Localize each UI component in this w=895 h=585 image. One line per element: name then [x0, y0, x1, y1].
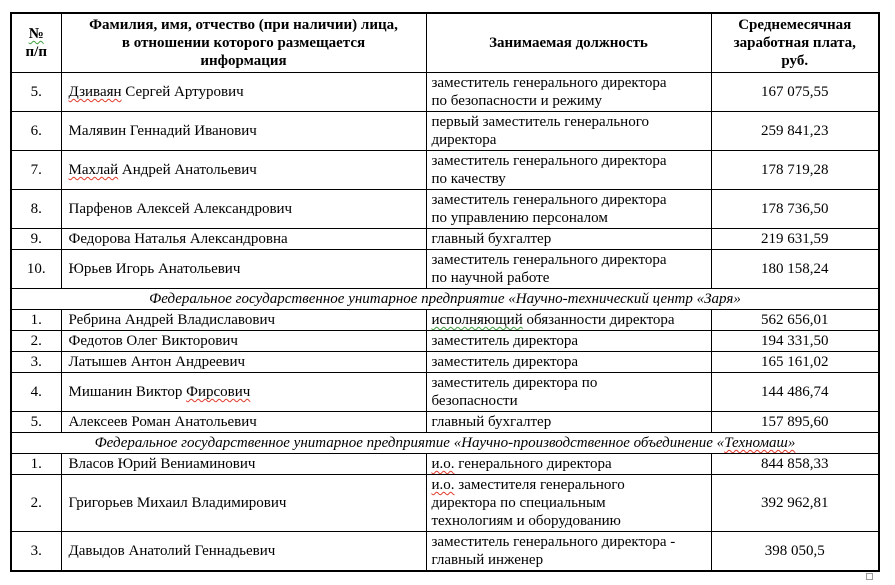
cell-position	[426, 151, 711, 190]
cell-salary: 180 158,24	[711, 250, 879, 289]
table-row	[11, 190, 879, 229]
cell-position	[426, 112, 711, 151]
cell-salary: 392 962,81	[711, 475, 879, 532]
text-segment: руб.	[781, 53, 809, 69]
text-segment: заместитель директора	[431, 333, 579, 349]
table-header-row	[11, 13, 879, 73]
document-page	[0, 12, 895, 585]
text-segment: технологиям и оборудованию	[431, 513, 621, 529]
cell-position	[426, 373, 711, 412]
cell-number: 10.	[11, 250, 61, 289]
spellcheck-red: и.о.	[431, 477, 455, 493]
text-segment: Федеральное государственное унитарное предприятие «Научно-технический центр «Заря»	[149, 291, 741, 307]
cell-fullname	[61, 331, 426, 352]
spellcheck-green: исполняющий	[431, 312, 523, 328]
cell-number: 1.	[11, 310, 61, 331]
text-segment: заместитель генерального директора	[431, 75, 667, 91]
text-segment: Малявин Геннадий Иванович	[68, 123, 257, 139]
table-row	[11, 151, 879, 190]
cell-position	[426, 454, 711, 475]
cell-fullname	[61, 352, 426, 373]
spellcheck-red: Дзиваян	[68, 84, 122, 100]
text-segment: по качеству	[431, 171, 506, 187]
cell-fullname	[61, 151, 426, 190]
text-segment: заместителя генерального	[454, 477, 625, 493]
text-segment: заработная плата,	[733, 35, 856, 51]
table-row	[11, 532, 879, 572]
text-segment: Латышев Антон Андреевич	[68, 354, 246, 370]
table-row	[11, 250, 879, 289]
table-row	[11, 229, 879, 250]
cell-position	[426, 532, 711, 572]
cell-fullname	[61, 310, 426, 331]
table-row	[11, 475, 879, 532]
cell-number: 2.	[11, 331, 61, 352]
cell-number: 1.	[11, 454, 61, 475]
header-cell-position	[426, 13, 711, 73]
spellcheck-green: №	[28, 26, 44, 42]
spellcheck-red: Фирсович	[186, 384, 251, 400]
cell-fullname	[61, 532, 426, 572]
table-row	[11, 310, 879, 331]
text-segment: по научной работе	[431, 270, 550, 286]
section-title	[11, 289, 879, 310]
text-segment: Григорьев Михаил Владимирович	[68, 495, 287, 511]
text-segment: п/п	[25, 44, 47, 60]
header-cell-salary	[711, 13, 879, 73]
text-segment: заместитель генерального директора	[431, 192, 667, 208]
cell-position	[426, 475, 711, 532]
text-segment: Юрьев Игорь Анатольевич	[68, 261, 241, 277]
cell-number: 4.	[11, 373, 61, 412]
cell-position	[426, 331, 711, 352]
text-segment: информация	[200, 53, 287, 69]
table-row	[11, 454, 879, 475]
cell-number: 3.	[11, 352, 61, 373]
cell-salary: 194 331,50	[711, 331, 879, 352]
cell-number: 7.	[11, 151, 61, 190]
text-segment: Алексеев Роман Анатольевич	[68, 414, 257, 430]
cell-fullname	[61, 112, 426, 151]
text-segment: заместитель генерального директора	[431, 252, 667, 268]
spellcheck-red: Техномаш»	[724, 435, 796, 451]
header-cell-number	[11, 13, 61, 73]
table-row	[11, 331, 879, 352]
text-segment: директора	[431, 132, 497, 148]
cell-number: 2.	[11, 475, 61, 532]
cell-salary: 167 075,55	[711, 73, 879, 112]
section-header-row	[11, 289, 879, 310]
cell-salary: 562 656,01	[711, 310, 879, 331]
cell-fullname	[61, 475, 426, 532]
text-segment: главный инженер	[431, 552, 544, 568]
text-segment: Федеральное государственное унитарное предприятие «Научно-производственное объединение «	[94, 435, 725, 451]
section-title	[11, 433, 879, 454]
cell-number: 6.	[11, 112, 61, 151]
cell-number: 9.	[11, 229, 61, 250]
text-segment: заместитель генерального директора -	[431, 534, 676, 550]
section-header-row	[11, 433, 879, 454]
cell-fullname	[61, 454, 426, 475]
table-row	[11, 73, 879, 112]
table-row	[11, 412, 879, 433]
table-row	[11, 112, 879, 151]
text-segment: по безопасности и режиму	[431, 93, 602, 109]
cell-salary: 165 161,02	[711, 352, 879, 373]
header-cell-fullname	[61, 13, 426, 73]
text-segment: Ребрина Андрей Владиславович	[68, 312, 276, 328]
cell-position	[426, 352, 711, 373]
text-segment: Парфенов Алексей Александрович	[68, 201, 293, 217]
cell-position	[426, 412, 711, 433]
cell-salary: 144 486,74	[711, 373, 879, 412]
text-segment: в отношении которого размещается	[121, 35, 366, 51]
cell-fullname	[61, 373, 426, 412]
text-segment: заместитель директора	[431, 354, 579, 370]
cell-position	[426, 190, 711, 229]
spellcheck-red: и.о.	[431, 456, 455, 472]
text-segment: главный бухгалтер	[431, 414, 552, 430]
cell-number: 5.	[11, 412, 61, 433]
text-segment: обязанности директора	[522, 312, 675, 328]
cell-position	[426, 229, 711, 250]
text-segment: Сергей Артурович	[121, 84, 244, 100]
text-segment: заместитель директора по	[431, 375, 598, 391]
table-body	[11, 73, 879, 572]
text-segment: Власов Юрий Вениаминович	[68, 456, 256, 472]
cell-fullname	[61, 73, 426, 112]
table-header	[11, 13, 879, 73]
text-segment: директора по специальным	[431, 495, 606, 511]
salary-table	[10, 12, 880, 572]
spellcheck-red: Махлай	[68, 162, 119, 178]
cell-salary: 398 050,5	[711, 532, 879, 572]
text-segment: Фамилия, имя, отчество (при наличии) лица,	[89, 17, 398, 33]
cell-fullname	[61, 250, 426, 289]
cell-position	[426, 73, 711, 112]
cell-fullname	[61, 229, 426, 250]
text-segment: Федорова Наталья Александровна	[68, 231, 288, 247]
text-segment: Занимаемая должность	[489, 35, 648, 51]
cell-fullname	[61, 412, 426, 433]
text-segment: Давыдов Анатолий Геннадьевич	[68, 543, 276, 559]
cell-salary: 844 858,33	[711, 454, 879, 475]
cell-fullname	[61, 190, 426, 229]
cell-salary: 259 841,23	[711, 112, 879, 151]
text-segment: главный бухгалтер	[431, 231, 552, 247]
text-segment: безопасности	[431, 393, 518, 409]
cell-position	[426, 310, 711, 331]
cell-salary: 178 736,50	[711, 190, 879, 229]
text-segment: Федотов Олег Викторович	[68, 333, 238, 349]
cell-salary: 178 719,28	[711, 151, 879, 190]
table-resize-handle[interactable]	[866, 573, 873, 580]
cell-number: 3.	[11, 532, 61, 572]
text-segment: по управлению персоналом	[431, 210, 608, 226]
cell-salary: 157 895,60	[711, 412, 879, 433]
cell-position	[426, 250, 711, 289]
table-row	[11, 373, 879, 412]
table-row	[11, 352, 879, 373]
text-segment: Андрей Анатольевич	[118, 162, 257, 178]
text-segment: первый заместитель генерального	[431, 114, 649, 130]
cell-number: 5.	[11, 73, 61, 112]
cell-salary: 219 631,59	[711, 229, 879, 250]
text-segment: заместитель генерального директора	[431, 153, 667, 169]
text-segment: Среднемесячная	[738, 17, 852, 33]
text-segment: Мишанин Виктор	[68, 384, 187, 400]
cell-number: 8.	[11, 190, 61, 229]
text-segment: генерального директора	[454, 456, 612, 472]
